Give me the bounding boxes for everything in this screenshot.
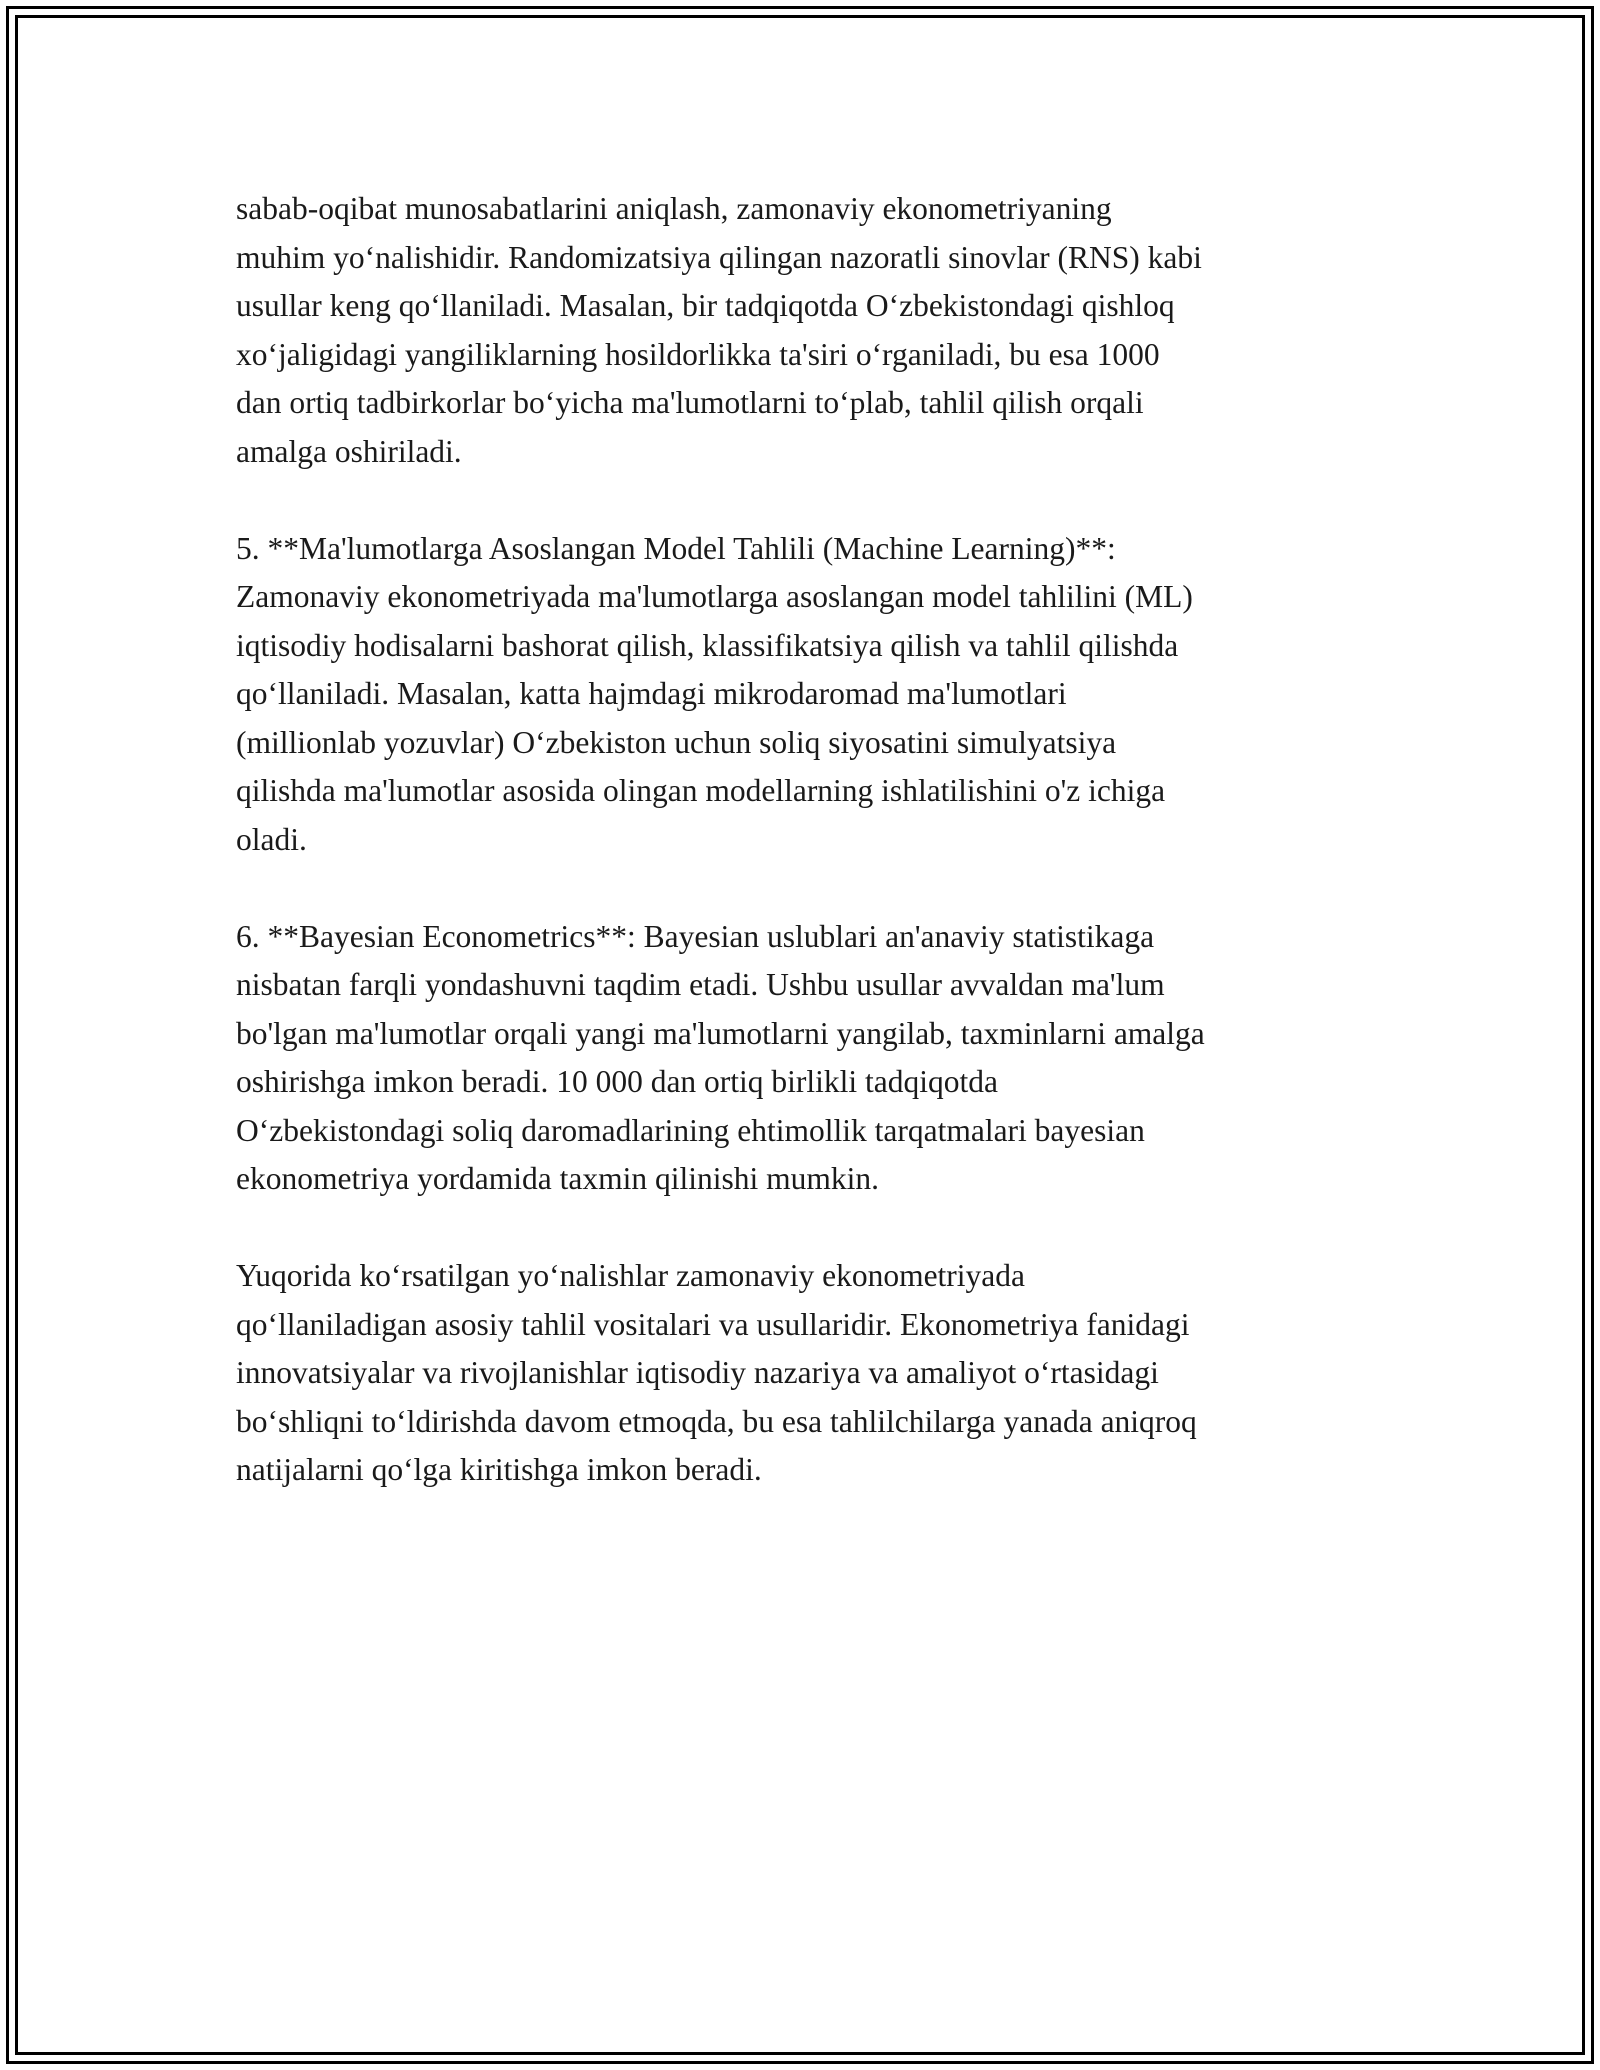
text-line: muhim yo‘nalishidir. Randomizatsiya qilingan nazoratli sinovlar (RNS) kabi (236, 239, 1202, 275)
text-line: 6. **Bayesian Econometrics**: Bayesian uslublari an'anaviy statistikaga (236, 918, 1155, 954)
text-line: innovatsiyalar va rivojlanishlar iqtisodiy nazariya va amaliyot o‘rtasidagi (236, 1355, 1159, 1390)
text-line: nisbatan farqli yondashuvni taqdim etadi. Ushbu usullar avvaldan ma'lum (236, 967, 1165, 1002)
text-line: xo‘jaligidagi yangiliklarning hosildorlikka ta'siri o‘rganiladi, bu esa 1000 (236, 336, 1160, 372)
text-line: 5. **Ma'lumotlarga Asoslangan Model Tahlili (Machine Learning)**: (236, 530, 1116, 566)
text-line: qo‘llaniladigan asosiy tahlil vositalari va usullaridir. Ekonometriya fanidagi (236, 1306, 1190, 1342)
text-line: iqtisodiy hodisalarni bashorat qilish, klassifikatsiya qilish va tahlil qilishda (236, 627, 1179, 663)
document-body (236, 185, 1376, 1543)
paragraph-causal-inference (236, 185, 1376, 476)
text-line: dan ortiq tadbirkorlar bo‘yicha ma'lumotlarni to‘plab, tahlil qilish orqali (236, 385, 1144, 420)
text-line: ekonometriya yordamida taxmin qilinishi mumkin. (236, 1161, 880, 1196)
text-line: Yuqorida ko‘rsatilgan yo‘nalishlar zamonaviy ekonometriyada (236, 1258, 1026, 1293)
text-line: O‘zbekistondagi soliq daromadlarining ehtimollik tarqatmalari bayesian (236, 1112, 1145, 1148)
text-line: Zamonaviy ekonometriyada ma'lumotlarga asoslangan model tahlilini (ML) (236, 579, 1193, 614)
text-line: (millionlab yozuvlar) O‘zbekiston uchun soliq siyosatini simulyatsiya (236, 724, 1117, 760)
paragraph-bayesian-econometrics (236, 913, 1376, 1204)
text-line: sabab-oqibat munosabatlarini aniqlash, zamonaviy ekonometriyaning (236, 191, 1112, 226)
text-line: oshirishga imkon beradi. 10 000 dan ortiq birlikli tadqiqotda (236, 1064, 999, 1099)
text-line: usullar keng qo‘llaniladi. Masalan, bir tadqiqotda O‘zbekistondagi qishloq (236, 288, 1175, 323)
paragraph-conclusion (236, 1252, 1376, 1495)
text-line: amalga oshiriladi. (236, 433, 462, 469)
text-line: natijalarni qo‘lga kiritishga imkon beradi. (236, 1452, 762, 1487)
text-line: qo‘llaniladi. Masalan, katta hajmdagi mikrodaromad ma'lumotlari (236, 676, 1067, 711)
text-line: qilishda ma'lumotlar asosida olingan modellarning ishlatilishini o'z ichiga (236, 773, 1166, 808)
text-line: oladi. (236, 821, 307, 857)
text-line: bo‘shliqni to‘ldirishda davom etmoqda, bu esa tahlilchilarga yanada aniqroq (236, 1403, 1197, 1439)
text-line: bo'lgan ma'lumotlar orqali yangi ma'lumotlarni yangilab, taxminlarni amalga (236, 1015, 1205, 1051)
paragraph-machine-learning (236, 525, 1376, 865)
